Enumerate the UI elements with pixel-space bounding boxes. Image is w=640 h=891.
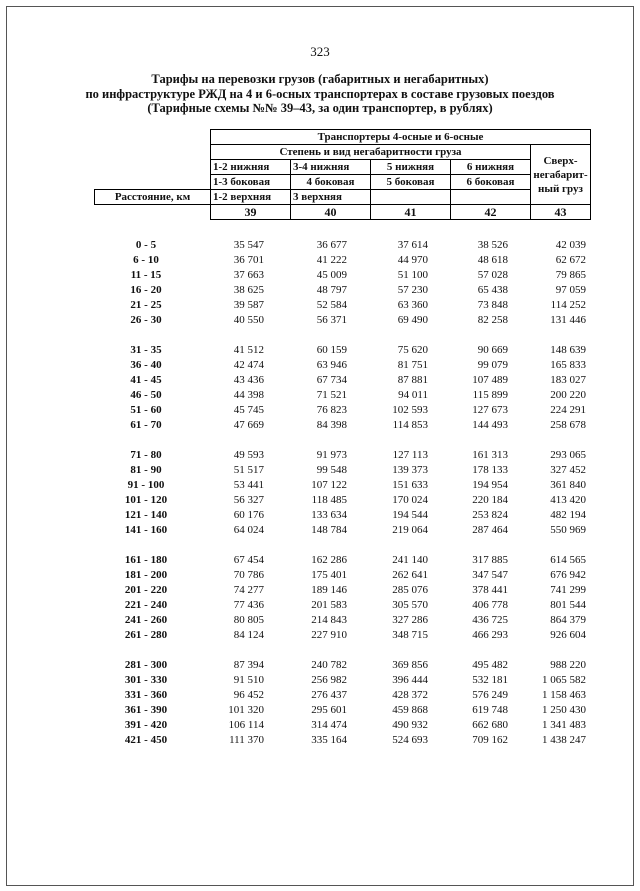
tariff-cell: 148 784	[311, 524, 347, 536]
header-transporters: Транспортеры 4-осные и 6-осные	[211, 130, 591, 145]
table-row	[98, 253, 586, 268]
tariff-cell: 106 114	[228, 719, 264, 731]
tariff-cell: 37 614	[397, 239, 428, 251]
tariff-cell: 36 701	[233, 254, 264, 266]
distance-cell: 201 - 220	[124, 584, 168, 596]
tariff-cell: 81 751	[397, 359, 428, 371]
tariff-cell: 115 899	[472, 389, 508, 401]
distance-cell: 91 - 100	[127, 479, 165, 491]
tariff-cell: 65 438	[477, 284, 508, 296]
tariff-cell: 111 370	[229, 734, 264, 746]
tariff-cell: 74 277	[233, 584, 264, 596]
tariff-cell: 51 517	[233, 464, 264, 476]
distance-cell: 361 - 390	[124, 704, 168, 716]
table-row	[98, 658, 586, 673]
tariff-cell: 170 024	[392, 494, 428, 506]
tariff-cell: 295 601	[311, 704, 347, 716]
tariff-cell: 240 782	[311, 659, 347, 671]
tariff-cell: 335 164	[311, 734, 347, 746]
tariff-cell: 94 011	[398, 389, 428, 401]
tariff-cell: 114 853	[392, 419, 428, 431]
tariff-cell: 482 194	[550, 509, 586, 521]
tariff-cell: 224 291	[550, 404, 586, 416]
tariff-cell: 52 584	[316, 299, 347, 311]
table-row	[98, 388, 586, 403]
tariff-cell: 293 065	[550, 449, 586, 461]
tariff-cell: 327 452	[550, 464, 586, 476]
header-39-upper: 1-2 верхняя	[211, 190, 291, 205]
distance-cell: 81 - 90	[130, 464, 162, 476]
tariff-cell: 48 618	[477, 254, 508, 266]
tariff-cell: 201 583	[311, 599, 347, 611]
tariff-cell: 1 250 430	[542, 704, 586, 716]
tariff-cell: 102 593	[392, 404, 428, 416]
tariff-cell: 60 159	[316, 344, 347, 356]
distance-cell: 36 - 40	[130, 359, 162, 371]
table-row	[98, 283, 586, 298]
tariff-cell: 662 680	[472, 719, 508, 731]
tariff-cell: 314 474	[311, 719, 347, 731]
tariff-cell: 36 677	[316, 239, 347, 251]
tariff-cell: 56 371	[316, 314, 347, 326]
table-row	[98, 583, 586, 598]
tariff-cell: 285 076	[392, 584, 428, 596]
tariff-cell: 139 373	[392, 464, 428, 476]
header-num-43: 43	[531, 205, 591, 220]
table-row	[98, 313, 586, 328]
tariff-cell: 241 140	[392, 554, 428, 566]
tariff-cell: 57 230	[397, 284, 428, 296]
table-row	[98, 718, 586, 733]
tariff-cell: 51 100	[397, 269, 428, 281]
tariff-cell: 91 510	[233, 674, 264, 686]
tariff-cell: 133 634	[311, 509, 347, 521]
tariff-cell: 63 360	[397, 299, 428, 311]
tariff-cell: 87 881	[397, 374, 428, 386]
tariff-cell: 524 693	[392, 734, 428, 746]
tariff-cell: 63 946	[316, 359, 347, 371]
tariff-cell: 175 401	[311, 569, 347, 581]
tariff-cell: 118 485	[311, 494, 347, 506]
tariff-cell: 53 441	[233, 479, 264, 491]
tariff-cell: 71 521	[316, 389, 347, 401]
header-num-39: 39	[211, 205, 291, 220]
distance-cell: 101 - 120	[124, 494, 168, 506]
tariff-cell: 56 327	[233, 494, 264, 506]
distance-cell: 181 - 200	[124, 569, 168, 581]
tariff-cell: 576 249	[472, 689, 508, 701]
tariff-table-header	[94, 129, 591, 220]
tariff-cell: 67 734	[316, 374, 347, 386]
distance-cell: 0 - 5	[135, 239, 157, 251]
distance-cell: 161 - 180	[124, 554, 168, 566]
header-40-upper: 3 верхняя	[291, 190, 371, 205]
tariff-cell: 99 079	[477, 359, 508, 371]
tariff-cell: 194 544	[392, 509, 428, 521]
distance-cell: 46 - 50	[130, 389, 162, 401]
tariff-cell: 347 547	[472, 569, 508, 581]
tariff-cell: 48 797	[316, 284, 347, 296]
row-group	[98, 448, 586, 538]
table-row	[98, 358, 586, 373]
distance-cell: 31 - 35	[130, 344, 162, 356]
tariff-cell: 45 745	[233, 404, 264, 416]
tariff-cell: 96 452	[233, 689, 264, 701]
tariff-cell: 162 286	[311, 554, 347, 566]
title-line-2: по инфраструктуре РЖД на 4 и 6-осных транспортерах в составе грузовых поездов	[85, 86, 555, 101]
tariff-cell: 305 570	[392, 599, 428, 611]
distance-cell: 221 - 240	[124, 599, 168, 611]
tariff-cell: 200 220	[550, 389, 586, 401]
distance-cell: 121 - 140	[124, 509, 168, 521]
tariff-cell: 82 258	[477, 314, 508, 326]
tariff-cell: 45 009	[316, 269, 347, 281]
table-row	[98, 688, 586, 703]
tariff-cell: 165 833	[550, 359, 586, 371]
tariff-cell: 413 420	[550, 494, 586, 506]
table-row	[98, 418, 586, 433]
header-num-41: 41	[371, 205, 451, 220]
tariff-cell: 49 593	[233, 449, 264, 461]
header-col43: Сверх-негабарит-ный груз	[531, 145, 591, 205]
table-row	[98, 478, 586, 493]
table-row	[98, 493, 586, 508]
row-group	[98, 553, 586, 643]
header-40-side: 4 боковая	[291, 175, 371, 190]
table-row	[98, 568, 586, 583]
tariff-cell: 144 493	[472, 419, 508, 431]
row-group	[98, 658, 586, 748]
tariff-cell: 127 673	[472, 404, 508, 416]
distance-cell: 391 - 420	[124, 719, 168, 731]
table-row	[98, 703, 586, 718]
tariff-cell: 1 438 247	[542, 734, 586, 746]
table-row	[98, 403, 586, 418]
tariff-cell: 219 064	[392, 524, 428, 536]
tariff-cell: 76 823	[316, 404, 347, 416]
table-row	[98, 373, 586, 388]
header-39-lower: 1-2 нижняя	[211, 160, 291, 175]
tariff-cell: 90 669	[477, 344, 508, 356]
header-41-side: 5 боковая	[371, 175, 451, 190]
tariff-data	[98, 238, 586, 763]
distance-cell: 11 - 15	[130, 269, 162, 281]
tariff-cell: 614 565	[550, 554, 586, 566]
tariff-cell: 276 437	[311, 689, 347, 701]
distance-cell: 51 - 60	[130, 404, 162, 416]
tariff-cell: 64 024	[233, 524, 264, 536]
row-group	[98, 343, 586, 433]
tariff-cell: 47 669	[233, 419, 264, 431]
table-row	[98, 238, 586, 253]
tariff-cell: 378 441	[472, 584, 508, 596]
distance-cell: 71 - 80	[130, 449, 162, 461]
tariff-cell: 41 222	[316, 254, 347, 266]
tariff-cell: 99 548	[316, 464, 347, 476]
tariff-cell: 37 663	[233, 269, 264, 281]
tariff-cell: 39 587	[233, 299, 264, 311]
header-42-side: 6 боковая	[451, 175, 531, 190]
tariff-cell: 459 868	[392, 704, 428, 716]
distance-cell: 421 - 450	[124, 734, 168, 746]
title-line-1: Тарифы на перевозки грузов (габаритных и негабаритных)	[151, 72, 489, 86]
tariff-cell: 80 805	[233, 614, 264, 626]
table-row	[98, 448, 586, 463]
tariff-cell: 183 027	[550, 374, 586, 386]
distance-cell: 281 - 300	[124, 659, 168, 671]
header-num-42: 42	[451, 205, 531, 220]
table-row	[98, 343, 586, 358]
tariff-cell: 988 220	[550, 659, 586, 671]
distance-cell: 141 - 160	[124, 524, 168, 536]
tariff-cell: 148 639	[550, 344, 586, 356]
tariff-cell: 436 725	[472, 614, 508, 626]
tariff-cell: 532 181	[472, 674, 508, 686]
row-group	[98, 238, 586, 328]
table-row	[98, 298, 586, 313]
tariff-cell: 91 973	[316, 449, 347, 461]
distance-cell: 301 - 330	[124, 674, 168, 686]
tariff-cell: 38 625	[233, 284, 264, 296]
tariff-cell: 67 454	[233, 554, 264, 566]
tariff-cell: 178 133	[472, 464, 508, 476]
tariff-cell: 44 398	[233, 389, 264, 401]
tariff-cell: 864 379	[550, 614, 586, 626]
table-row	[98, 673, 586, 688]
distance-cell: 261 - 280	[124, 629, 168, 641]
tariff-cell: 801 544	[550, 599, 586, 611]
table-row	[98, 598, 586, 613]
distance-cell: 241 - 260	[124, 614, 168, 626]
document-title	[0, 72, 640, 116]
tariff-cell: 189 146	[311, 584, 347, 596]
table-row	[98, 463, 586, 478]
tariff-cell: 127 113	[392, 449, 428, 461]
header-41-lower: 5 нижняя	[371, 160, 451, 175]
tariff-cell: 550 969	[550, 524, 586, 536]
tariff-cell: 348 715	[392, 629, 428, 641]
tariff-cell: 41 512	[233, 344, 264, 356]
tariff-cell: 75 620	[397, 344, 428, 356]
tariff-cell: 79 865	[555, 269, 586, 281]
tariff-cell: 84 398	[316, 419, 347, 431]
tariff-cell: 327 286	[392, 614, 428, 626]
tariff-cell: 361 840	[550, 479, 586, 491]
tariff-cell: 97 059	[555, 284, 586, 296]
tariff-cell: 84 124	[233, 629, 264, 641]
tariff-cell: 262 641	[392, 569, 428, 581]
tariff-cell: 62 672	[555, 254, 586, 266]
tariff-cell: 42 474	[233, 359, 264, 371]
tariff-cell: 60 176	[233, 509, 264, 521]
tariff-cell: 194 954	[472, 479, 508, 491]
table-row	[98, 628, 586, 643]
tariff-cell: 396 444	[392, 674, 428, 686]
tariff-cell: 926 604	[550, 629, 586, 641]
tariff-cell: 101 320	[228, 704, 264, 716]
tariff-cell: 87 394	[233, 659, 264, 671]
header-42-lower: 6 нижняя	[451, 160, 531, 175]
tariff-cell: 253 824	[472, 509, 508, 521]
tariff-cell: 287 464	[472, 524, 508, 536]
tariff-cell: 256 982	[311, 674, 347, 686]
tariff-cell: 709 162	[472, 734, 508, 746]
header-39-side: 1-3 боковая	[211, 175, 291, 190]
table-row	[98, 523, 586, 538]
tariff-cell: 428 372	[392, 689, 428, 701]
distance-cell: 21 - 25	[130, 299, 162, 311]
distance-cell: 61 - 70	[130, 419, 162, 431]
distance-cell: 6 - 10	[133, 254, 159, 266]
tariff-cell: 676 942	[550, 569, 586, 581]
tariff-cell: 466 293	[472, 629, 508, 641]
tariff-cell: 35 547	[233, 239, 264, 251]
header-distance: Расстояние, км	[95, 190, 211, 205]
tariff-cell: 490 932	[392, 719, 428, 731]
table-row	[98, 508, 586, 523]
header-40-lower: 3-4 нижняя	[291, 160, 371, 175]
tariff-cell: 258 678	[550, 419, 586, 431]
table-row	[98, 553, 586, 568]
tariff-cell: 38 526	[477, 239, 508, 251]
tariff-cell: 1 065 582	[542, 674, 586, 686]
tariff-cell: 227 910	[311, 629, 347, 641]
tariff-cell: 495 482	[472, 659, 508, 671]
table-row	[98, 268, 586, 283]
tariff-cell: 1 158 463	[542, 689, 586, 701]
tariff-cell: 161 313	[472, 449, 508, 461]
tariff-cell: 43 436	[233, 374, 264, 386]
tariff-cell: 369 856	[392, 659, 428, 671]
tariff-cell: 70 786	[233, 569, 264, 581]
tariff-cell: 317 885	[472, 554, 508, 566]
distance-cell: 26 - 30	[130, 314, 162, 326]
table-row	[98, 733, 586, 748]
distance-cell: 331 - 360	[124, 689, 168, 701]
tariff-cell: 73 848	[477, 299, 508, 311]
tariff-cell: 214 843	[311, 614, 347, 626]
tariff-cell: 40 550	[233, 314, 264, 326]
tariff-cell: 151 633	[392, 479, 428, 491]
tariff-cell: 44 970	[397, 254, 428, 266]
title-line-3: (Тарифные схемы №№ 39–43, за один транспортер, в рублях)	[147, 101, 493, 115]
tariff-cell: 114 252	[550, 299, 586, 311]
tariff-cell: 107 489	[472, 374, 508, 386]
header-degree: Степень и вид негабаритности груза	[211, 145, 531, 160]
distance-cell: 41 - 45	[130, 374, 162, 386]
table-row	[98, 613, 586, 628]
tariff-cell: 131 446	[550, 314, 586, 326]
tariff-cell: 69 490	[397, 314, 428, 326]
distance-cell: 16 - 20	[130, 284, 162, 296]
tariff-cell: 220 184	[472, 494, 508, 506]
tariff-cell: 406 778	[472, 599, 508, 611]
tariff-cell: 107 122	[311, 479, 347, 491]
page-number: 323	[310, 44, 330, 59]
header-num-40: 40	[291, 205, 371, 220]
tariff-cell: 42 039	[555, 239, 586, 251]
tariff-cell: 77 436	[233, 599, 264, 611]
tariff-cell: 57 028	[477, 269, 508, 281]
tariff-cell: 1 341 483	[542, 719, 586, 731]
tariff-cell: 741 299	[550, 584, 586, 596]
tariff-cell: 619 748	[472, 704, 508, 716]
